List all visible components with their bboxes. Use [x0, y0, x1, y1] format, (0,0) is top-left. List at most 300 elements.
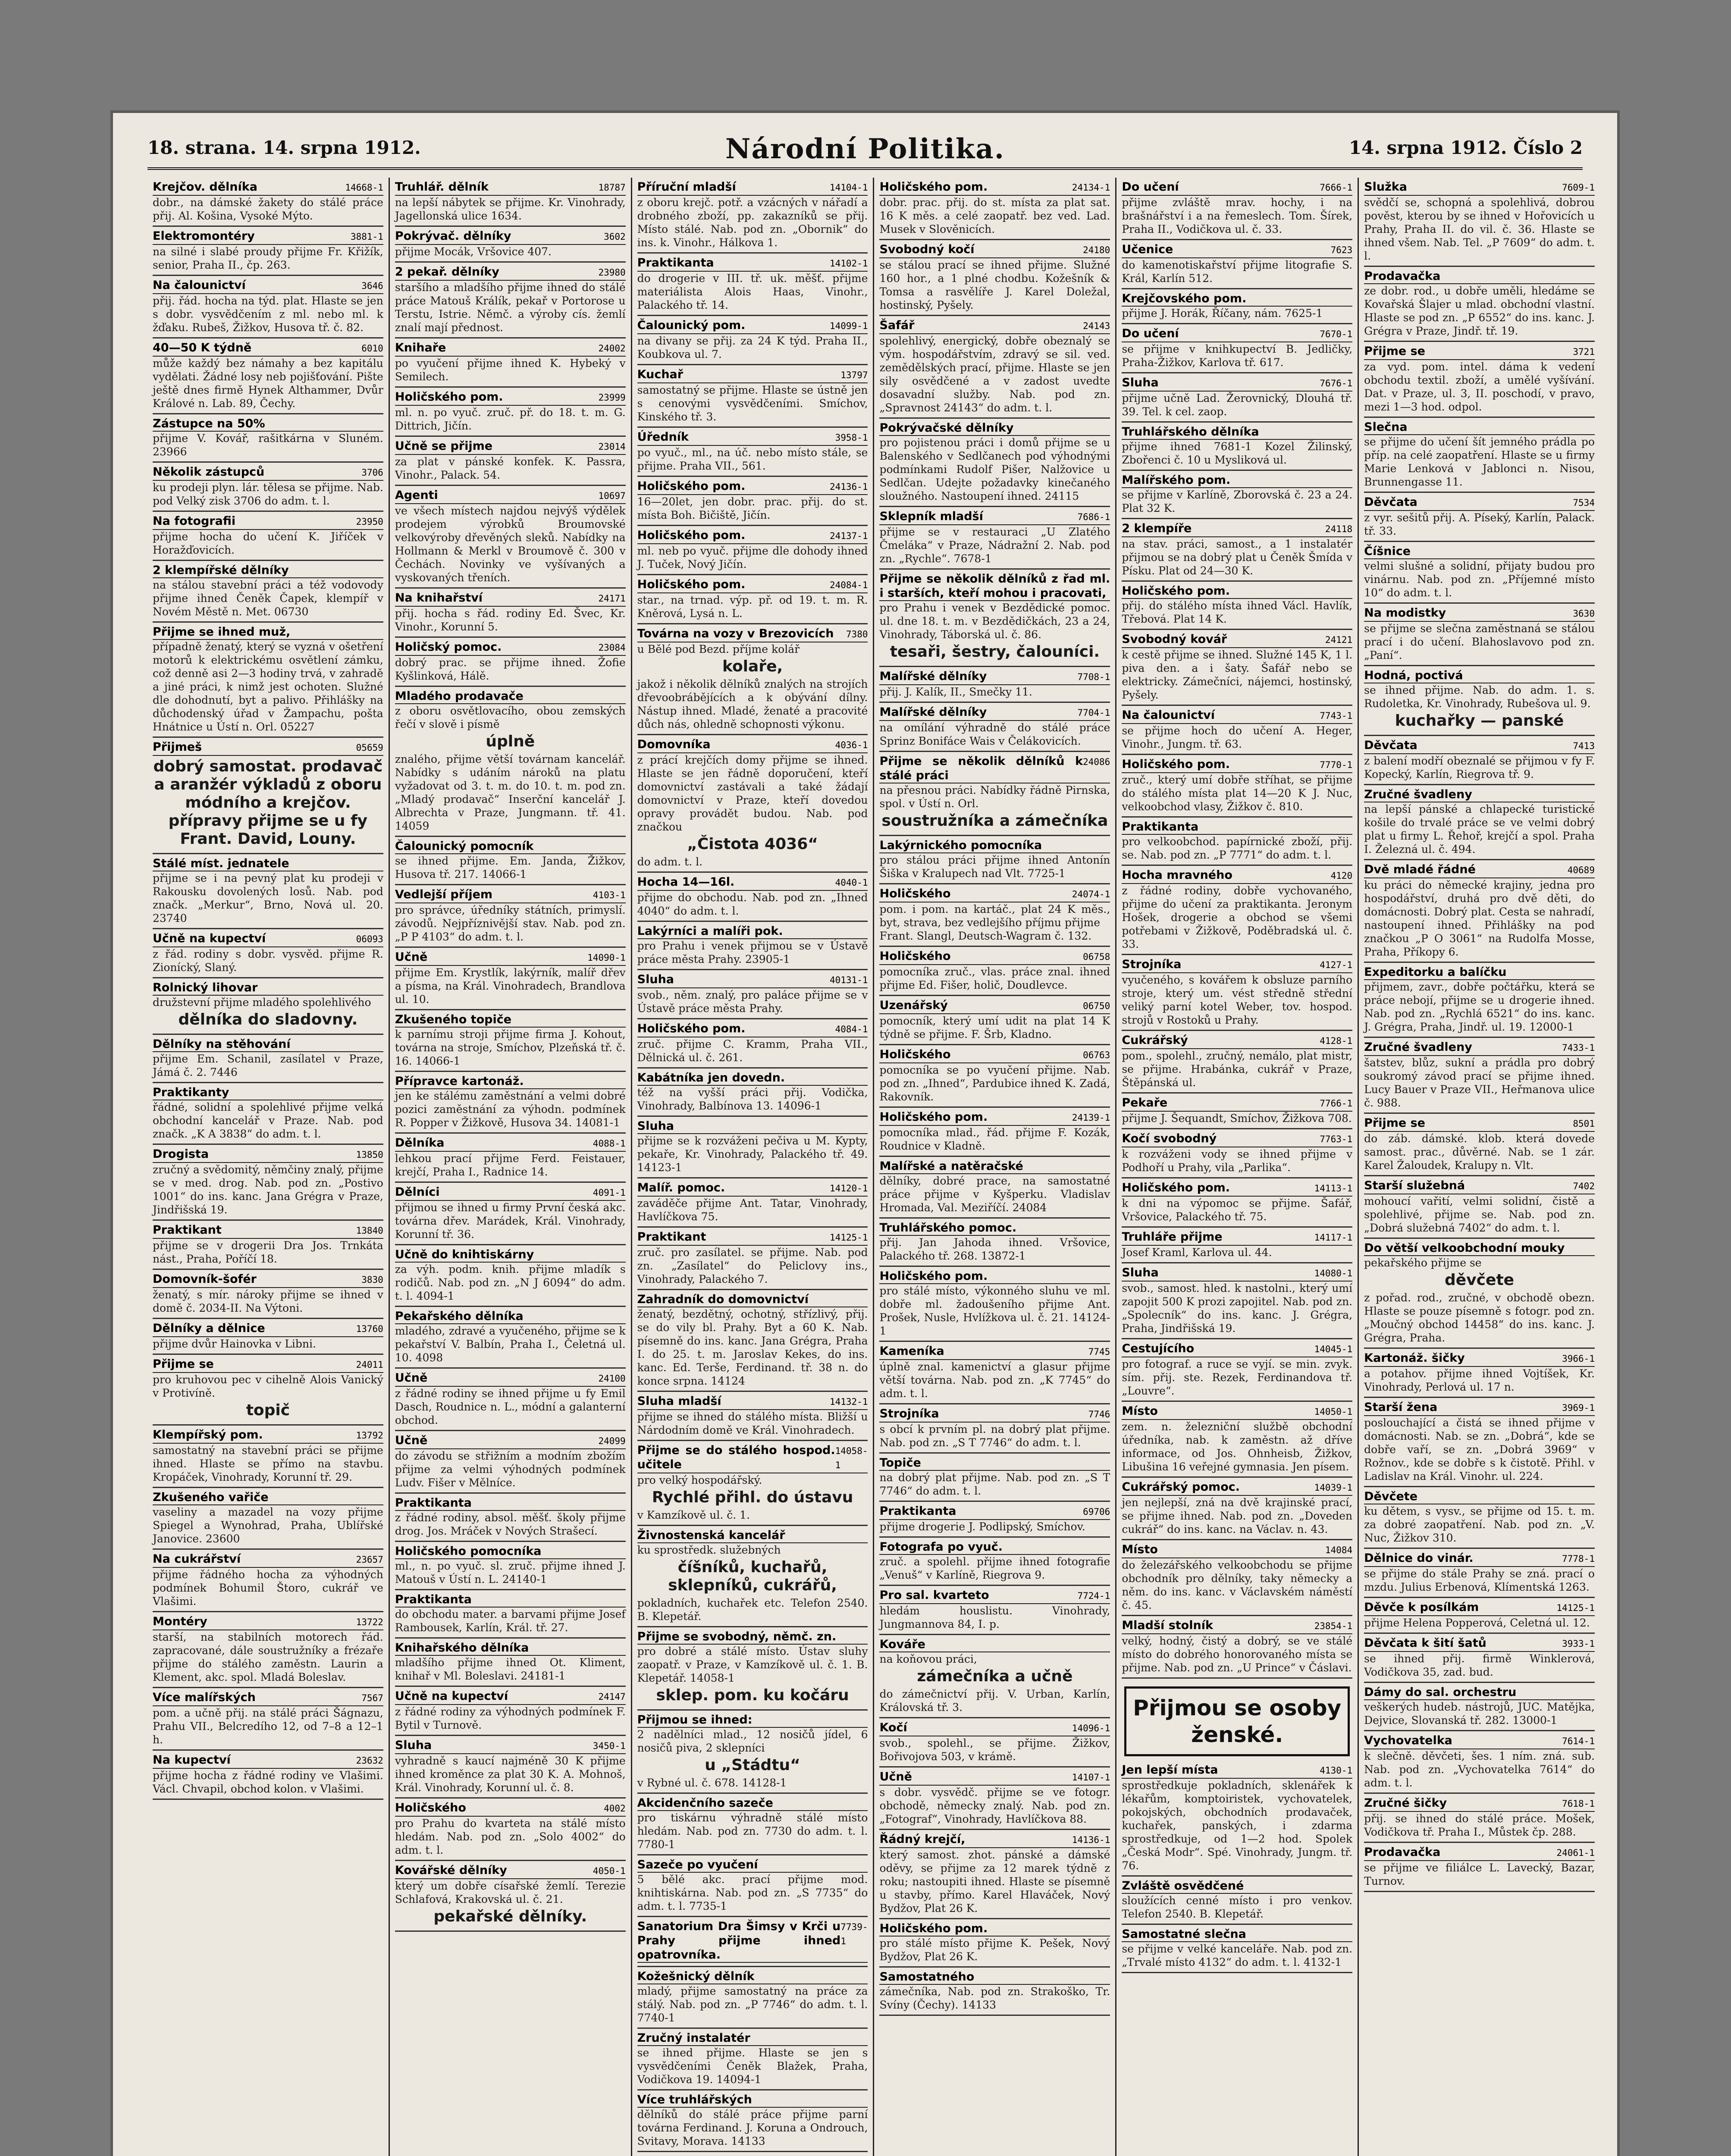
classified-ad [1364, 1038, 1595, 1114]
ad-title: 2 pekař. dělníky [395, 265, 499, 279]
ad-heading [637, 1181, 868, 1197]
ad-text: do obchodu mater. a barvami přijme Josef Rambousek, Karlín, Král. tř. 27. [395, 1608, 626, 1634]
classified-ad [637, 1228, 868, 1290]
ad-title: Agenti [395, 489, 438, 502]
ad-number: 14113-1 [1314, 1183, 1353, 1194]
classified-ad [1364, 785, 1595, 860]
ad-text: svob., něm. znalý, pro paláce přijme se v Ústavě práce města Prahy. [637, 989, 868, 1015]
ad-title: Svobodný kovář [1122, 633, 1227, 646]
ad-heading [879, 1540, 1110, 1555]
ad-text: mladšího přijme ihned Ot. Kliment, knihař v Ml. Boleslavi. 24181-1 [395, 1656, 626, 1682]
classified-ad [153, 561, 383, 623]
classified-ad [395, 638, 626, 687]
ad-heading [1122, 1096, 1352, 1112]
ad-heading [879, 1221, 1110, 1236]
ad-title: Praktikant [637, 1230, 706, 1244]
classified-ad [637, 254, 868, 316]
ad-title: Holičského pom. [879, 180, 988, 194]
ad-text: velmi slušné a solidní, přijaty budou pro vinárnu. Nab. pod zn. „Příjemné místo 10“ do adm. t. l. [1364, 560, 1595, 599]
ad-text: star., na trnad. výp. př. od 19. t. m. R. Kněrová, Lysá n. L. [637, 594, 868, 620]
ad-heading [395, 887, 626, 903]
ad-number: 3958-1 [835, 432, 868, 443]
ad-heading [1364, 344, 1595, 360]
ad-number: 10697 [598, 491, 626, 501]
ad-number: 7766-1 [1320, 1098, 1353, 1109]
ad-title: Klempířský pom. [153, 1428, 263, 1442]
ad-title: Řádný krejčí, [879, 1833, 966, 1846]
ad-title: Do větší velkoobchodní mouky [1364, 1241, 1565, 1255]
ad-text: se přijme se slečna zaměstnaná se stálou prací i do učení. Blahoslavovo pod zn. „Paní“. [1364, 622, 1595, 661]
ad-title: Praktikant [153, 1223, 222, 1237]
ad-heading [637, 577, 868, 593]
ad-heading [879, 572, 1110, 601]
ad-text: zámečníka, Nab. pod zn. Strakoško, Tr. Svíny (Čechy). 14133 [879, 1985, 1110, 2011]
ad-heading [637, 1528, 868, 1543]
ad-heading [1122, 757, 1352, 773]
ad-text: případně ženatý, který se vyzná v ošetření motorů k elektrickému osvětlení zámku, což denně asi 2—3 hodiny trvá, v zahradě a jiné práci, k nimž jest ochoten. Služné dle dohodnutí, byt a palivo. Přihlášky na důchodenský úřad v Žampachu, pošta Hnátnice u Ústí n. Orl. 05227 [153, 640, 383, 733]
ad-number: 4040-1 [835, 877, 868, 888]
ad-title: Expeditorku a balíčku [1364, 965, 1507, 979]
ad-text: přijme Em. Schanil, zasílatel v Praze, Jámá č. 2. 7446 [153, 1053, 383, 1078]
ad-title: Truhlářského pomoc. [879, 1221, 1017, 1235]
ad-heading [1122, 1618, 1352, 1634]
classified-ad [153, 1550, 383, 1612]
ad-title: Holičského [879, 887, 951, 900]
classified-ad [153, 178, 383, 227]
ad-column-5 [1116, 178, 1359, 2156]
ad-title: Mladší stolník [1122, 1619, 1213, 1632]
ad-text: jen nejlepší, zná na dvě krajinské prací, se přijme ihned. Nab. pod zn. „Doveden cukrář“ do ins. kanc. na Václav. n. 43. [1122, 1496, 1353, 1536]
ad-text: z prácí krejčích domy přijme se ihned. Hlaste se jen řádně doporučení, kteří domovnictví zastávali a také žádají domovnictví v Praze, kteří dovedou opravy provádět budou. Nab. pod značkou [637, 754, 868, 833]
ad-text: velký, hodný, čistý a dobrý, se ve stálé místo do dobrého honorovaného místa se přijme. Nab. pod zn. „U Prince“ v Čáslavi. [1122, 1635, 1353, 1674]
ad-number: 7433-1 [1562, 1043, 1595, 1053]
ad-title: Uzenářský [879, 999, 948, 1012]
ad-text: se ihned přijme. Nab. do adm. 1. s. Rudoletka, Kr. Vinohrady, Rubešova ul. 9. [1364, 684, 1595, 710]
ad-heading [395, 1247, 626, 1263]
ad-title: Přijme se [153, 1357, 214, 1371]
ad-title: Montéry [153, 1615, 207, 1628]
ad-number: 24099 [598, 1436, 626, 1446]
classified-ad [637, 922, 868, 970]
ad-title: Fotografa po vyuč. [879, 1540, 1003, 1554]
ad-text: přijme Em. Krystlík, lakýrník, malíř dřev a písma, na Král. Vinohradech, Brandlova ul. 10. [395, 966, 626, 1006]
ad-heading [395, 1592, 626, 1608]
ad-number: 24100 [598, 1373, 626, 1384]
ad-text: pekařského přijme se [1364, 1257, 1482, 1269]
classified-ad [395, 1183, 626, 1245]
ad-text: může každý bez námahy a bez kapitálu vydělati. Žádné losy neb pojišťování. Pište ještě dnes firmě Hynek Althammer, Dvůr Králové n. Lab. 89, Čechy. [153, 357, 383, 410]
ad-title: Starší žena [1364, 1401, 1438, 1414]
ad-text-continued: pokladních, kuchařek etc. Telefon 2540. B. Klepetář. [637, 1597, 868, 1623]
classified-ad [1122, 866, 1352, 955]
ad-heading [1364, 1636, 1595, 1652]
ad-heading [1122, 521, 1352, 537]
ad-title: Dělníci [395, 1185, 440, 1199]
ad-text: se přijme do učení šít jemného prádla po příp. na celé zaopatření. Hlaste se u firmy Marie Lenková v Jablonci n. Nisou, Brunnengasse 11. [1364, 436, 1595, 488]
ad-text: řádné, solidní a spolehlivé přijme velká obchodní kancelář v Praze. Nab. pod značk. „K A 3838“ do adm. t. l. [153, 1101, 383, 1140]
classified-ad [1122, 373, 1352, 423]
classified-ad [637, 2090, 868, 2152]
ad-heading [1364, 965, 1595, 980]
ad-number: 14084 [1325, 1545, 1353, 1555]
ad-heading [637, 1630, 868, 1645]
classified-ad [395, 1431, 626, 1494]
classified-ad [1122, 818, 1352, 866]
classified-ad [1364, 1549, 1595, 1598]
ad-heading [153, 1614, 383, 1630]
ad-heading [879, 838, 1110, 853]
classified-ad [153, 978, 383, 1035]
ad-heading [395, 1738, 626, 1754]
classified-ad [395, 1736, 626, 1799]
ad-heading [1122, 1266, 1352, 1282]
ad-title: Praktikanta [879, 1504, 956, 1518]
ad-text: po vyučení přijme ihned K. Hybeký v Semilech. [395, 357, 626, 383]
ad-heading [637, 318, 868, 334]
ad-title: Zručné švadleny [1364, 788, 1472, 801]
classified-ad [395, 388, 626, 437]
classified-ad [395, 1010, 626, 1072]
ad-text: k dni na výpomoc se přijme. Šafář, Vršovice, Palackého tř. 75. [1122, 1197, 1353, 1223]
ad-heading [1364, 1796, 1595, 1812]
ad-number: 3830 [361, 1275, 383, 1285]
ad-title: Učenice [1122, 243, 1173, 256]
classified-ad [1364, 418, 1595, 493]
ad-text: ženatý, bezdětný, ochotný, střízlivý, přij. se do vily bl. Prahy. Byt a 60 K. Nab. písemně do ins. kanc. Jana Grégra, Praha I. do 25. t. m. Jaroslav Kekes, do ins. kanc. Ed. Terše, Ferdinand. tř. 38 n. do konce srpna. 14124 [637, 1308, 868, 1387]
ad-title: Praktikanta [1122, 820, 1199, 834]
ad-heading [637, 924, 868, 939]
classified-ad [153, 623, 383, 738]
classified-ad [153, 1083, 383, 1145]
ad-text: z řádné rodiny za výhodných podmínek F. Bytil v Turnově. [395, 1705, 626, 1731]
ad-number: 14096-1 [1072, 1723, 1110, 1733]
ad-text: přijmou se ihned u firmy První česká akc. továrna dřev. Marádek, Král. Vinohrady, Korunní tř. 36. [395, 1201, 626, 1241]
classified-ad [153, 463, 383, 512]
ad-number: 7676-1 [1320, 378, 1353, 389]
ad-heading [879, 318, 1110, 334]
ad-title: Továrna na vozy v Brezovicích [637, 627, 834, 640]
date-issue-right: 14. srpna 1912. Číslo 2 [1348, 137, 1583, 158]
ad-text: se ihned přijme. Em. Janda, Žižkov, Husova tř. 217. 14066-1 [395, 855, 626, 881]
ad-text: vaseliny a mazadel na vozy přijme Spiegel a Wynohrad, Praha, Ublířské Janovice. 23600 [153, 1506, 383, 1545]
ad-text: svob., spolehl., se přijme. Žižkov, Bořivojova 503, v krámě. [879, 1737, 1110, 1763]
ad-title: Více truhlářských [637, 2093, 752, 2106]
ad-text: ku sprostředk. služebných [637, 1544, 781, 1556]
ad-text: do drogerie v III. tř. uk. měšť. přijme materiálista Alois Haas, Vinohr., Palackého tř. 14. [637, 272, 868, 311]
ad-title: Na kupectví [153, 1753, 231, 1767]
ad-number: 7686-1 [1077, 512, 1110, 522]
ad-heading [395, 689, 626, 704]
ad-heading [1122, 1763, 1352, 1779]
ad-text: zruč. přijme C. Kramm, Praha VII., Dělnická ul. č. 261. [637, 1038, 868, 1064]
ad-text: přijme hocha z řádné rodiny ve Vlašimi. Václ. Chvapil, obchod kolon. v Vlašimi. [153, 1769, 383, 1795]
ad-title: Kovářské dělníky [395, 1864, 507, 1877]
ad-emphasis: zámečníka a učně [917, 1667, 1073, 1685]
ad-text: ve všech místech najdou nejvýš výdělek prodejem výrobků Broumovské velkovýroby dřevěných sleků. Nabídky na Hollmann & Merkl v Broumově č. 300 v Čechách. Novinky ve vyšívaných a vyskovaných třeních. [395, 505, 626, 584]
ad-number: 14099-1 [829, 321, 868, 331]
classified-ad [879, 570, 1110, 667]
classified-ad [1122, 955, 1352, 1031]
ad-heading [637, 1443, 868, 1473]
ad-title: Sluha [1122, 376, 1159, 389]
ad-title: Učně [395, 950, 428, 964]
ad-title: Učně [395, 1371, 428, 1385]
ad-heading [153, 1037, 383, 1052]
ad-heading [395, 950, 626, 966]
ad-title: Rolnický lihovar [153, 981, 258, 994]
classified-ad [637, 735, 868, 873]
ad-heading [1364, 1040, 1595, 1056]
ad-heading [1122, 632, 1352, 648]
ad-text: přijme Mocák, Vršovice 407. [395, 245, 552, 258]
ad-title: Malířské dělníky [879, 670, 987, 683]
ad-heading [637, 1858, 868, 1873]
classified-ad [1122, 1129, 1352, 1178]
ad-text: na divany se přij. za 24 K týd. Praha II., Koubkova ul. 7. [637, 335, 868, 360]
ad-text: přijmem, zavr., dobře počtářku, která se práce nebojí, přijme se u drogerie ihned. Nab. pod zn. „Rychlá 6521“ do ins. kanc. J. Grégra, Praha, Jindř. ul. 19. 12000-1 [1364, 981, 1595, 1033]
ad-title: Sluha [1122, 1266, 1159, 1279]
ad-title: Čalounický pom. [637, 319, 746, 332]
ad-text: přijme se k rozváženi pečiva u M. Kypty, pekaře, Kr. Vinohrady, Palackého tř. 49. 14123-1 [637, 1134, 868, 1174]
classified-ad [1122, 324, 1352, 373]
ad-heading [879, 1637, 1110, 1652]
ad-title: Sluha [395, 1739, 432, 1752]
ad-title: Děvčata [1364, 739, 1417, 752]
classified-ad [637, 1967, 868, 2029]
ad-text: ku prodeji plyn. lár. tělesa se přijme. Nab. pod Velký zisk 3706 do adm. t. l. [153, 481, 383, 507]
ad-text: šatstev, blůz, sukní a prádla pro dobrý soukromý závod prací se přijme ihned. Lucy Bauer v Praze VII., Heřmanova ulice č. 988. [1364, 1056, 1595, 1109]
classified-ad [637, 1392, 868, 1441]
ad-text-continued: v Rybné ul. č. 678. 14128-1 [637, 1777, 787, 1789]
ad-title: Vychovatelka [1364, 1734, 1452, 1747]
ad-column-6 [1359, 178, 1600, 2156]
ad-number: 13840 [356, 1225, 383, 1236]
ad-text: zruč. a spolehl. přijme ihned fotografie „Venuš“ v Karlíně, Riegrova 9. [879, 1555, 1110, 1581]
ad-emphasis: kuchařky — panské [1395, 712, 1564, 730]
classified-ad [153, 1751, 383, 1800]
ad-text: přijme J. Horák, Říčany, nám. 7625-1 [1122, 307, 1323, 320]
ad-heading [637, 1713, 868, 1728]
ad-heading [153, 1753, 383, 1769]
ad-title: Zručné šičky [1364, 1796, 1447, 1810]
ad-title: Živnostenská kancelář [637, 1529, 785, 1542]
ad-title: Více malířských [153, 1691, 256, 1704]
ad-heading [879, 1832, 1110, 1848]
ad-number: 24118 [1325, 524, 1353, 534]
ad-number: 23632 [356, 1755, 383, 1766]
ad-number: 14090-1 [587, 953, 626, 963]
ad-text: z oboru krejč. potř. a vzácných v nářadí a drobného zboží, pp. zakazníků se přij. Místo stálé. Nab. pod zn. „Obornik“ do ins. k. Vinohr., Hálkova 1. [637, 196, 868, 249]
ad-text: přijme se i na pevný plat ku prodeji v Rakousku dovolených losů. Nab. pod značk. „Merkur“, Brno, Nová ul. 20. 23740 [153, 872, 383, 924]
ad-heading [395, 265, 626, 281]
newspaper-page [113, 113, 1617, 2156]
classified-ad [395, 1307, 626, 1369]
ad-number: 06750 [1083, 1001, 1110, 1011]
ad-number: 7745 [1088, 1347, 1110, 1357]
classified-ad [637, 970, 868, 1019]
ad-text-continued: jakož i několik dělníků znalých na strojích dřevoobrábějících a k obývání dílny. Nástup ihned. Mladé, ženaté a pracovité důch nás, ohledně schopnosti výkonu. [637, 678, 868, 730]
ad-heading [879, 1456, 1110, 1471]
ad-heading [395, 229, 626, 245]
ad-heading [395, 180, 626, 196]
ad-title: Holičského [879, 1048, 951, 1061]
ad-text: a potahov. přijme ihned Vojtíšek, Kr. Vinohrady, Perlová ul. 17 n. [1364, 1367, 1595, 1393]
classified-ad [879, 703, 1110, 752]
ad-heading [879, 1970, 1110, 1985]
classified-ad [153, 1426, 383, 1488]
ad-title: 2 klempířské dělníky [153, 564, 289, 577]
ad-title: Holičského [395, 1801, 466, 1814]
ad-text: k slečně. děvčeti, šes. 1 ním. zná. sub. Nab. pod zn. „Vychovatelka 7614“ do adm. t. l. [1364, 1750, 1595, 1789]
classified-ad [395, 885, 626, 948]
ad-title: Vedlejší příjem [395, 888, 493, 901]
ad-title: Akcidenčního sazeče [637, 1796, 773, 1810]
ad-text: ml. n. po vyuč. zruč. př. do 18. t. m. G. Dittrich, Jičín. [395, 406, 626, 432]
ad-number: 06763 [1083, 1050, 1110, 1060]
ad-number: 4036-1 [835, 740, 868, 750]
ad-text: svob., samost. hled. k nastolni., který umí zapojit 500 K prozi zapojitel. Nab. pod zn. „Spolecník“ do ins. kanc. J. Grégra, Praha, Jindřišská 19. [1122, 1282, 1353, 1335]
ad-heading [1122, 868, 1352, 884]
classified-ad [637, 2029, 868, 2090]
ad-title: Prodavačka [1364, 1846, 1441, 1859]
ad-heading [1122, 1480, 1352, 1496]
ad-title: Několik zástupců [153, 465, 265, 479]
classified-ad [153, 1270, 383, 1319]
classified-ad [395, 437, 626, 486]
ad-number: 7704-1 [1077, 708, 1110, 718]
ad-text: z oboru osvětlovacího, obou zemských řečí v slově i písmě [395, 705, 626, 730]
ad-number: 05659 [356, 743, 383, 753]
ad-number: 14136-1 [1072, 1835, 1110, 1845]
ad-number: 4103-1 [593, 890, 626, 900]
classified-ad [395, 486, 626, 589]
ad-text: se přijme hoch do učení A. Heger, Vinohr., Jungm. tř. 63. [1122, 724, 1353, 750]
ad-number: 3450-1 [593, 1741, 626, 1751]
ad-emphasis: „Čistota 4036“ [687, 835, 818, 853]
classified-ad [879, 884, 1110, 947]
ad-text: který samost. zhot. pánské a dámské oděvy, se přijme za 12 marek týdně z roku; nastoupiti ihned. Hlaste se písemně u stavby, přímo. Karel Hlaváček, Nový Bydžov, Plat 26 K. [879, 1849, 1110, 1915]
classified-ad [153, 338, 383, 414]
ad-heading [637, 1230, 868, 1246]
classified-ad [395, 1861, 626, 1932]
classified-ad [879, 667, 1110, 703]
ad-text: pro stálé místo přijme K. Pešek, Nový Bydžov, Plat 26 K. [879, 1937, 1110, 1963]
ad-text: přijme zvláště mrav. hochy, i na brašnářství i a na řemeslech. Tom. Šírek, Praha II., Vodičkova ul. č. 33. [1122, 196, 1353, 235]
ad-number: 13850 [356, 1150, 383, 1160]
ad-heading [153, 563, 383, 578]
ad-heading [637, 180, 868, 196]
ad-title: Krejčovského pom. [1122, 292, 1247, 305]
ad-number: 3881-1 [350, 232, 383, 242]
classified-ad [637, 873, 868, 922]
page-date-left: 18. strana. 14. srpna 1912. [147, 137, 421, 158]
ad-text: pro Prahu i venek v Bezdědické pomoc. ul. dne 18. t. m. v Bezdědičkách, 23 a 24, Vinohrady, Táborská ul. č. 86. [879, 602, 1110, 641]
ad-number: 3966-1 [1562, 1354, 1595, 1364]
ad-title: Přijme se do stálého hospod. učitele [637, 1444, 835, 1471]
ad-heading [153, 1085, 383, 1100]
ad-heading [637, 1071, 868, 1086]
ad-heading [395, 1496, 626, 1511]
ad-number: 13722 [356, 1617, 383, 1627]
ad-number: 14045-1 [1314, 1344, 1353, 1354]
classified-ad [395, 837, 626, 885]
ad-text: ml., n. po vyuč. sl. zruč. přijme ihned J. Matouš v Ústí n. L. 24140-1 [395, 1560, 626, 1586]
ad-text: na koňovou práci, [879, 1653, 977, 1665]
ad-title: Kováře [879, 1638, 925, 1651]
classified-ad [1122, 1478, 1352, 1540]
ad-heading [1122, 957, 1352, 973]
classified-ad [1122, 630, 1352, 706]
ad-text: na stav. práci, samost., a 1 instalatér přijmou se na dobrý plat u Čeněk Šmída v Písku. Plat od 24—30 K. [1122, 538, 1353, 577]
ad-text: na silné i slabé proudy přijme Fr. Křižík, senior, Praha II., čp. 263. [153, 245, 383, 271]
ad-title: Sanatorium Dra Šimsy v Krči u Prahy přijme ihned opatrovníka. [637, 1920, 841, 1962]
ad-title: Služka [1364, 180, 1407, 194]
classified-ad [879, 1538, 1110, 1586]
ad-heading [153, 1272, 383, 1288]
classified-ad [395, 1687, 626, 1736]
ad-title: Holičského pom. [879, 1922, 988, 1935]
classified-ad [153, 1612, 383, 1688]
ad-number: 3630 [1573, 608, 1595, 619]
ad-text: vyhradně s kaucí najméně 30 K přijme ihned kroměnce za plat 30 K. A. Mohnoš, Král. Vinohrady, Korunní ul. č. 8. [395, 1755, 626, 1794]
classified-ad [395, 227, 626, 263]
ad-text: 5 bělé akc. prací přijme mod. knihtiskárna. Nab. pod zn. „S 7735“ do adm. t. l. 7735-1 [637, 1873, 868, 1912]
ad-heading [1122, 1230, 1352, 1246]
ad-number: 24121 [1325, 635, 1353, 645]
ad-number: 7739-1 [840, 1922, 868, 1946]
ad-text: přij. řád. hocha na týd. plat. Hlaste se jen s dobr. vysvědčením z ml. nebo ml. k žďaku. Rubeš, Žižkov, Husova tř. č. 82. [153, 295, 383, 334]
classified-ad [879, 1108, 1110, 1157]
ad-title: Hodná, poctivá [1364, 669, 1463, 682]
classified-ad [879, 1267, 1110, 1342]
ad-heading [395, 1433, 626, 1449]
ad-title: Praktikanta [395, 1496, 472, 1510]
ad-column-4 [874, 178, 1116, 2156]
ad-title: Holičského pom. [637, 1022, 746, 1035]
ad-text: pro velký hospodářský. [637, 1474, 762, 1486]
ad-text: ženatý, s mír. nároky přijme se ihned v domě č. 2034-II. Na Výtoni. [153, 1288, 383, 1314]
ad-title: Malířské a natěračské [879, 1159, 1023, 1173]
ad-title: Holičského pom. [1122, 758, 1230, 771]
classified-ad [153, 854, 383, 929]
classified-ad [395, 1542, 626, 1590]
ad-text: pro dobré a stálé místo. Ústav sluhy zaopatř. v Praze, v Kamzíkově ul. č. 1. B. Klepetář. 14058-1 [637, 1645, 868, 1684]
classified-ad [879, 1157, 1110, 1219]
ad-text: po vyuč., ml., na úč. nebo místo stále, se přijme. Praha VII., 561. [637, 446, 868, 472]
ad-number: 23950 [356, 517, 383, 527]
ad-heading [879, 242, 1110, 258]
ad-text: pom., spolehl., zručný, nemálo, plat mistr, se přijme. Hrabánka, cukrář v Praze, Štěpánská ul. [1122, 1050, 1353, 1089]
ad-title: Přijme se několik dělníků z řad ml. i starších, kteří mohou i pracovati, [879, 572, 1110, 600]
ad-number: 4127-1 [1320, 960, 1353, 970]
classified-ad [153, 276, 383, 338]
ad-text: se ihned přijme. Hlaste se jen s vysvědčeními Čeněk Blažek, Praha, Vodičkova 19. 14094-1 [637, 2046, 868, 2086]
ad-number: 06093 [356, 934, 383, 944]
ad-title: Kočí [879, 1721, 907, 1734]
ad-title: Kožešnický dělník [637, 1970, 755, 1983]
ad-heading [637, 2031, 868, 2046]
ad-heading [879, 1407, 1110, 1423]
classified-ad [879, 1219, 1110, 1267]
classified-ad [395, 338, 626, 388]
classified-ad [637, 365, 868, 428]
ad-number: 40131-1 [829, 975, 868, 985]
ad-title: Na modistky [1364, 606, 1446, 620]
ad-title: Cestujícího [1122, 1342, 1195, 1355]
ad-heading [153, 278, 383, 294]
classified-ad [1364, 1176, 1595, 1239]
classified-ad [1364, 1794, 1595, 1843]
